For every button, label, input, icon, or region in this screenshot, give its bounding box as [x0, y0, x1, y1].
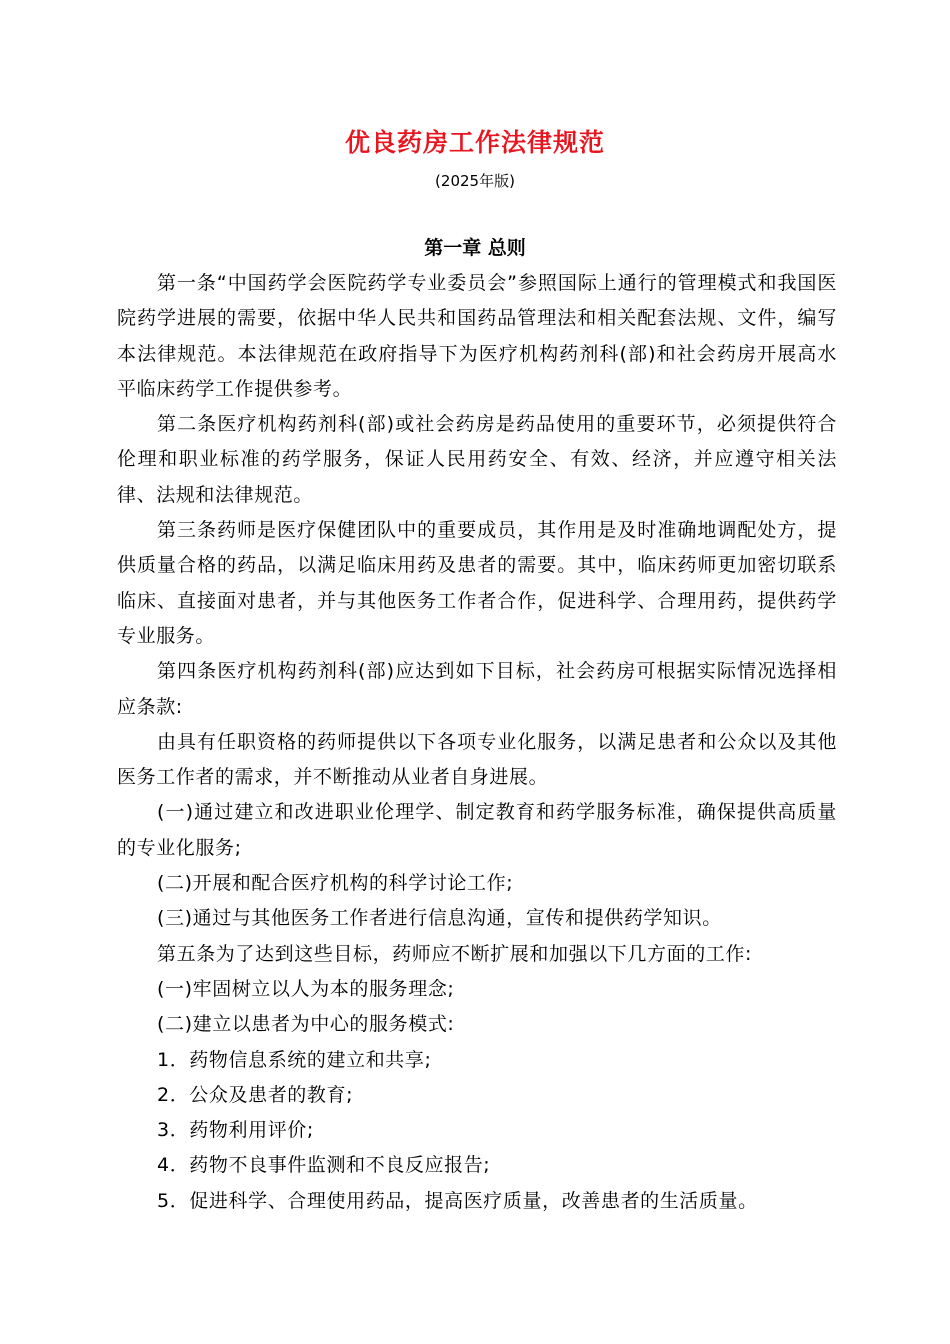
- list-item: 4．药物不良事件监测和不良反应报告;: [157, 1154, 491, 1177]
- article-2: 第二条医疗机构药剂科(部)或社会药房是药品使用的重要环节，必须提供符合伦理和职业标准的药学服务，保证人民用药安全、有效、经济，并应遵守相关法律、法规和法律规范。: [117, 413, 837, 506]
- article-5: 第五条为了达到这些目标，药师应不断扩展和加强以下几方面的工作:: [157, 942, 753, 965]
- list-item: 2．公众及患者的教育;: [157, 1083, 354, 1106]
- document-title: 优良药房工作法律规范: [344, 128, 605, 157]
- article-5-item-1: (一)牢固树立以人为本的服务理念;: [157, 977, 455, 1000]
- list-item: 3．药物利用评价;: [157, 1119, 314, 1142]
- article-4-item-2: (二)开展和配合医疗机构的科学讨论工作;: [157, 872, 514, 895]
- article-1: 第一条“中国药学会医院药学专业委员会”参照国际上通行的管理模式和我国医院药学进展的需要，依据中华人民共和国药品管理法和相关配套法规、文件，编写本法律规范。本法律规范在政府指导下为医疗机构药剂科(部)和社会药房开展高水平临床药学工作提供参考。: [117, 272, 837, 400]
- article-3: 第三条药师是医疗保健团队中的重要成员，其作用是及时准确地调配处方，提供质量合格的药品，以满足临床用药及患者的需要。其中，临床药师更加密切联系临床、直接面对患者，并与其他医务工作者合作，促进科学、合理用药，提供药学专业服务。: [117, 519, 837, 647]
- document-body: [117, 266, 837, 1219]
- article-4-item-3: (三)通过与其他医务工作者进行信息沟通，宣传和提供药学知识。: [157, 907, 722, 930]
- chapter-heading: 第一章 总则: [424, 237, 526, 259]
- list-item: 5．促进科学、合理使用药品，提高医疗质量，改善患者的生活质量。: [157, 1189, 758, 1212]
- article-4: 第四条医疗机构药剂科(部)应达到如下目标，社会药房可根据实际情况选择相应条款:: [117, 660, 837, 718]
- article-5-item-2: (二)建立以患者为中心的服务模式:: [157, 1013, 455, 1036]
- article-4-intro: 由具有任职资格的药师提供以下各项专业化服务，以满足患者和公众以及其他医务工作者的需求，并不断推动从业者自身进展。: [117, 730, 837, 789]
- document-edition: (2025年版): [435, 172, 515, 190]
- list-item: 1．药物信息系统的建立和共享;: [157, 1048, 432, 1071]
- article-4-item-1: (一)通过建立和改进职业伦理学、制定教育和药学服务标准，确保提供高质量的专业化服务;: [117, 801, 837, 859]
